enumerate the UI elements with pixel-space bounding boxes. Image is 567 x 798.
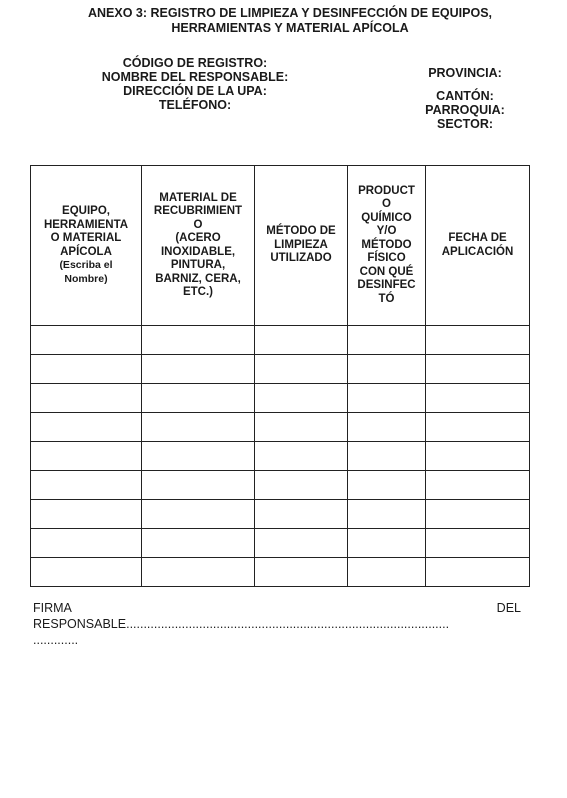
table-cell[interactable] [348,326,426,355]
table-cell[interactable] [348,413,426,442]
table-cell[interactable] [31,355,142,384]
header-line: CON QUÉ [359,265,414,278]
table-cell[interactable] [142,384,255,413]
header-line: UTILIZADO [270,252,332,265]
header-line: BARNIZ, CERA, [155,272,241,285]
table-cell[interactable] [348,384,426,413]
signature-responsable-line[interactable]: RESPONSABLE............................................................................................. [33,617,450,631]
title-line-2: HERRAMIENTAS Y MATERIAL APÍCOLA [171,21,409,35]
table-row [31,326,530,355]
table-cell[interactable] [31,326,142,355]
header-line: TÓ [378,292,395,305]
header-line: LIMPIEZA [274,238,328,251]
table-cell[interactable] [142,355,255,384]
table-cell[interactable] [426,442,530,471]
table-cell[interactable] [348,529,426,558]
table-cell[interactable] [31,442,142,471]
field-sector: SECTOR: [436,117,494,131]
signature-firma-label: FIRMA [33,601,72,615]
header-line: HERRAMIENTA [43,218,129,231]
table-cell[interactable] [142,442,255,471]
location-fields [395,66,535,131]
header-line: MÉTODO DE [266,225,336,238]
field-nombre-responsable: NOMBRE DEL RESPONSABLE: [101,70,289,84]
table-cell[interactable] [348,558,426,587]
table-row [31,529,530,558]
table-cell[interactable] [255,500,348,529]
field-telefono: TELÉFONO: [158,98,232,112]
header-line: APÍCOLA [60,245,112,258]
signature-dots: ............. [33,633,79,647]
header-line: Y/O [376,225,397,238]
table-cell[interactable] [348,500,426,529]
table-cell[interactable] [255,471,348,500]
table-cell[interactable] [142,413,255,442]
table-row [31,413,530,442]
field-provincia: PROVINCIA: [428,66,502,80]
table-cell[interactable] [31,471,142,500]
registration-fields [60,56,330,112]
header-line: O [193,218,203,231]
header-line: INOXIDABLE, [160,245,236,258]
table-cell[interactable] [426,500,530,529]
table-cell[interactable] [348,355,426,384]
table-cell[interactable] [348,442,426,471]
header-producto-quimico [348,166,426,326]
signature-del-label: DEL [496,601,521,615]
table-cell[interactable] [31,413,142,442]
header-line: FECHA DE [448,232,507,244]
table-cell[interactable] [142,326,255,355]
table-row [31,355,530,384]
table-cell[interactable] [426,326,530,355]
table-cell[interactable] [255,326,348,355]
header-line: EQUIPO, [62,205,110,217]
table-cell[interactable] [31,384,142,413]
field-direccion-upa: DIRECCIÓN DE LA UPA: [123,84,267,98]
table-row [31,442,530,471]
table-cell[interactable] [255,355,348,384]
table-cell[interactable] [142,500,255,529]
header-line: RECUBRIMIENT [153,205,243,217]
table-cell[interactable] [255,529,348,558]
field-canton: CANTÓN: [436,89,494,103]
table-cell[interactable] [426,413,530,442]
table-row [31,384,530,413]
table-cell[interactable] [426,529,530,558]
table-cell[interactable] [31,558,142,587]
table-cell[interactable] [255,413,348,442]
signature-block [33,600,523,648]
header-line: QUÍMICO [361,211,412,224]
table-cell[interactable] [426,558,530,587]
header-subline: (Escriba el [59,259,113,271]
header-line: O MATERIAL [50,232,122,244]
field-codigo-registro: CÓDIGO DE REGISTRO: [122,56,268,70]
header-line: ETC.) [182,286,214,298]
table-row [31,471,530,500]
header-line: MÉTODO [361,238,412,251]
header-subline: Nombre) [64,272,108,285]
table-cell[interactable] [142,558,255,587]
table-cell[interactable] [31,500,142,529]
table-header-row [31,166,530,326]
table-cell[interactable] [348,471,426,500]
header-line: PRODUCT [358,184,415,197]
table-cell[interactable] [255,558,348,587]
table-cell[interactable] [142,471,255,500]
header-line: FÍSICO [367,252,406,265]
table-cell[interactable] [142,529,255,558]
header-material-recubrimiento [142,166,255,326]
header-line: MATERIAL DE [159,191,237,204]
header-line: DESINFEC [357,279,416,292]
header-line: O [382,198,391,211]
header-line: APLICACIÓN [441,245,514,258]
document-title [40,6,540,36]
title-line-1: ANEXO 3: REGISTRO DE LIMPIEZA Y DESINFECCIÓN DE EQUIPOS, [88,6,492,20]
table-cell[interactable] [31,529,142,558]
table-cell[interactable] [255,442,348,471]
table-cell[interactable] [426,471,530,500]
table-cell[interactable] [426,384,530,413]
header-line: (ACERO [175,232,221,244]
header-line: PINTURA, [170,259,226,271]
header-fecha-aplicacion [426,166,530,326]
field-parroquia: PARROQUIA: [425,103,505,117]
table-cell[interactable] [426,355,530,384]
header-equipo [31,166,142,326]
cleaning-record-table [30,165,530,587]
table-row [31,500,530,529]
table-row [31,558,530,587]
table-cell[interactable] [255,384,348,413]
header-metodo-limpieza [255,166,348,326]
